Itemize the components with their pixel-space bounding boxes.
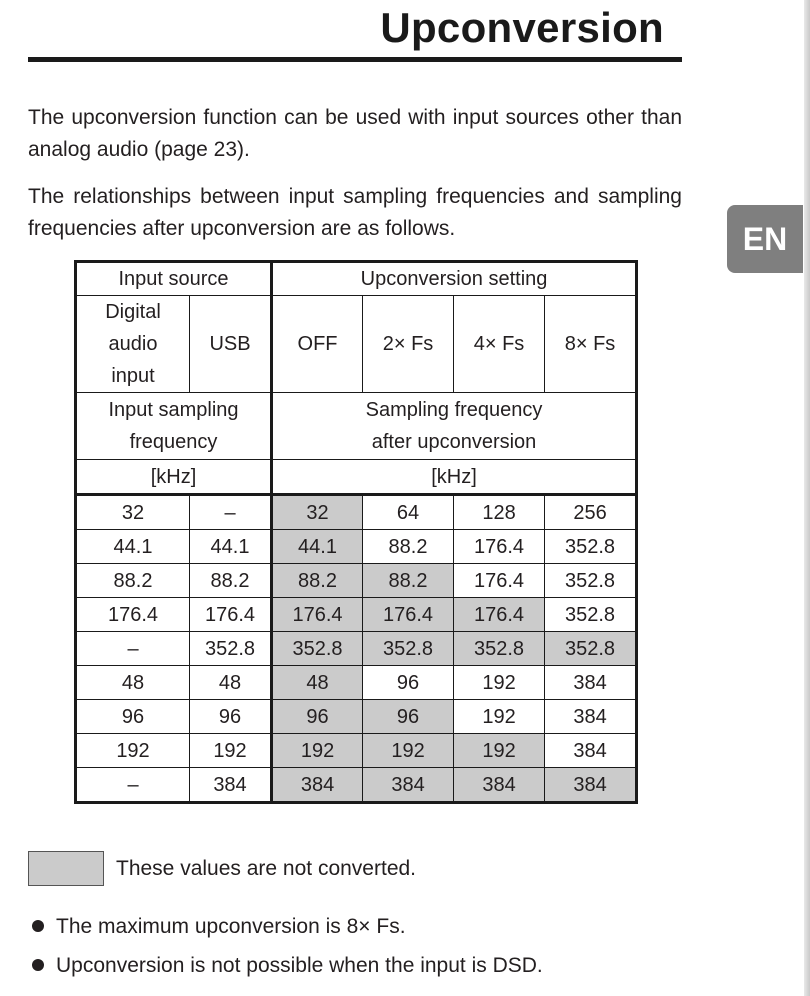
cell-2x: 192 — [363, 734, 454, 768]
language-tab-en: EN — [727, 205, 803, 273]
cell-off: 352.8 — [272, 632, 363, 666]
cell-4x: 192 — [454, 666, 545, 700]
col-off: OFF — [272, 296, 363, 393]
unit-right: [kHz] — [272, 460, 637, 495]
cell-4x: 192 — [454, 700, 545, 734]
cell-4x: 128 — [454, 495, 545, 530]
table-row — [76, 598, 637, 632]
cell-2x: 384 — [363, 768, 454, 803]
relationship-paragraph: The relationships between input sampling frequencies and sampling frequencies after upconversion are as follows. — [28, 185, 682, 240]
table-row — [76, 734, 637, 768]
cell-digital: – — [76, 632, 190, 666]
cell-usb: – — [190, 495, 272, 530]
cell-off: 192 — [272, 734, 363, 768]
cell-2x: 176.4 — [363, 598, 454, 632]
title-rule — [28, 57, 682, 62]
cell-8x: 352.8 — [545, 564, 637, 598]
cell-4x: 176.4 — [454, 598, 545, 632]
cell-usb: 352.8 — [190, 632, 272, 666]
cell-usb: 88.2 — [190, 564, 272, 598]
col-digital-audio-input: Digital audio input — [76, 296, 190, 393]
page-title: Upconversion — [380, 4, 664, 51]
cell-usb: 176.4 — [190, 598, 272, 632]
input-sampling-frequency-label: Input sampling frequency — [76, 393, 272, 460]
col-2x-fs: 2× Fs — [363, 296, 454, 393]
cell-8x: 352.8 — [545, 530, 637, 564]
table-row — [76, 530, 637, 564]
upconversion-table — [74, 260, 638, 804]
bullet-item — [32, 952, 543, 980]
cell-8x: 384 — [545, 700, 637, 734]
cell-4x: 176.4 — [454, 530, 545, 564]
table-row — [76, 700, 637, 734]
cell-8x: 352.8 — [545, 632, 637, 666]
cell-digital: 96 — [76, 700, 190, 734]
cell-8x: 384 — [545, 666, 637, 700]
cell-8x: 384 — [545, 734, 637, 768]
cell-2x: 88.2 — [363, 564, 454, 598]
legend-swatch — [28, 851, 104, 886]
cell-4x: 192 — [454, 734, 545, 768]
table-row — [76, 632, 637, 666]
bullet-item — [32, 913, 406, 941]
cell-off: 32 — [272, 495, 363, 530]
cell-digital: 88.2 — [76, 564, 190, 598]
bullet-dot-icon — [32, 920, 44, 932]
cell-digital: – — [76, 768, 190, 803]
col-4x-fs: 4× Fs — [454, 296, 545, 393]
legend-text: These values are not converted. — [116, 857, 417, 880]
cell-2x: 64 — [363, 495, 454, 530]
table-row — [76, 564, 637, 598]
cell-digital: 176.4 — [76, 598, 190, 632]
cell-8x: 352.8 — [545, 598, 637, 632]
cell-usb: 48 — [190, 666, 272, 700]
header-upconversion-setting: Upconversion setting — [272, 262, 637, 296]
cell-usb: 96 — [190, 700, 272, 734]
unit-left: [kHz] — [76, 460, 272, 495]
cell-4x: 176.4 — [454, 564, 545, 598]
cell-off: 44.1 — [272, 530, 363, 564]
cell-2x: 96 — [363, 700, 454, 734]
cell-off: 48 — [272, 666, 363, 700]
cell-off: 176.4 — [272, 598, 363, 632]
cell-8x: 384 — [545, 768, 637, 803]
bullet-text: Upconversion is not possible when the input is DSD. — [56, 954, 543, 977]
cell-digital: 44.1 — [76, 530, 190, 564]
cell-digital: 32 — [76, 495, 190, 530]
table-row — [76, 768, 637, 803]
cell-usb: 44.1 — [190, 530, 272, 564]
intro-paragraph: The upconversion function can be used with input sources other than analog audio (page 23). — [28, 106, 682, 161]
cell-off: 96 — [272, 700, 363, 734]
table-row — [76, 495, 637, 530]
after-upconversion-label: Sampling frequency after upconversion — [272, 393, 637, 460]
header-input-source: Input source — [76, 262, 272, 296]
col-8x-fs: 8× Fs — [545, 296, 637, 393]
cell-off: 88.2 — [272, 564, 363, 598]
col-usb: USB — [190, 296, 272, 393]
table-row — [76, 666, 637, 700]
bullet-dot-icon — [32, 959, 44, 971]
cell-2x: 88.2 — [363, 530, 454, 564]
cell-off: 384 — [272, 768, 363, 803]
page-edge-shadow — [804, 0, 810, 996]
cell-usb: 192 — [190, 734, 272, 768]
cell-8x: 256 — [545, 495, 637, 530]
cell-digital: 192 — [76, 734, 190, 768]
cell-usb: 384 — [190, 768, 272, 803]
cell-4x: 384 — [454, 768, 545, 803]
cell-2x: 96 — [363, 666, 454, 700]
cell-4x: 352.8 — [454, 632, 545, 666]
cell-2x: 352.8 — [363, 632, 454, 666]
bullet-text: The maximum upconversion is 8× Fs. — [56, 915, 406, 938]
cell-digital: 48 — [76, 666, 190, 700]
